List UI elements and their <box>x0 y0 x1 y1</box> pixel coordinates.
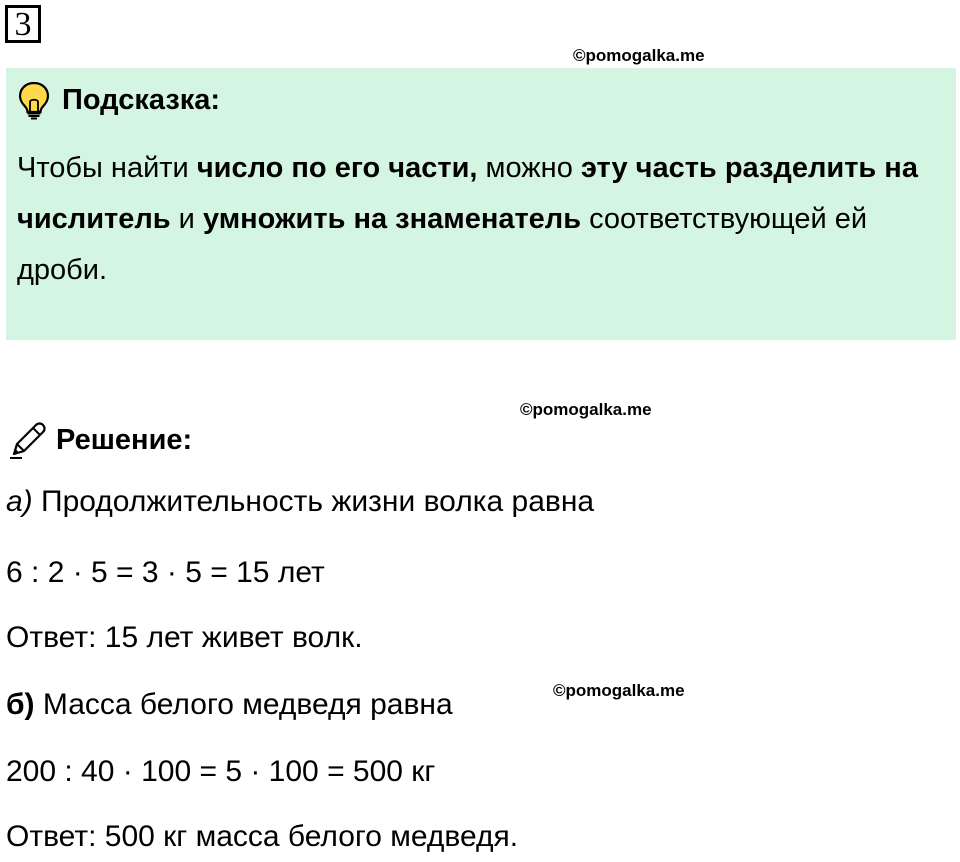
hint-text-part: можно <box>477 152 581 184</box>
solution-a-answer: Ответ: 15 лет живет волк. <box>6 621 363 654</box>
lightbulb-icon <box>16 80 52 120</box>
hint-text-part: и <box>170 203 203 235</box>
part-a-label: а) <box>6 485 33 518</box>
hint-title <box>16 80 220 120</box>
hint-text <box>17 143 937 296</box>
part-b-text: Масса белого медведя равна <box>34 688 453 721</box>
watermark: ©pomogalka.me <box>573 46 705 65</box>
solution-b-statement <box>6 688 453 722</box>
part-b-label: б) <box>6 688 35 721</box>
solution-title-text: Решение: <box>56 423 193 456</box>
pencil-icon <box>8 420 48 460</box>
hint-text-bold: число по его части, <box>196 152 478 184</box>
watermark: ©pomogalka.me <box>520 400 652 419</box>
solution-title <box>8 418 192 462</box>
solution-b-answer: Ответ: 500 кг масса белого медведя. <box>6 820 519 853</box>
hint-text-part: соответствующей ей дроби. <box>17 203 868 286</box>
watermark: ©pomogalka.me <box>553 681 685 700</box>
part-a-text: Продолжительность жизни волка равна <box>32 485 595 518</box>
hint-title-text: Подсказка: <box>62 83 221 116</box>
hint-text-part: Чтобы найти <box>17 152 197 184</box>
solution-a-calculation: 6 : 2 · 5 = 3 · 5 = 15 лет <box>6 556 325 589</box>
hint-text-bold: умножить на знаменатель <box>202 203 582 235</box>
solution-b-calculation: 200 : 40 · 100 = 5 · 100 = 500 кг <box>6 755 436 788</box>
solution-a-statement <box>6 485 594 519</box>
hint-text-bold: эту часть разделить на числитель <box>17 152 918 235</box>
task-number: 3 <box>5 5 41 43</box>
